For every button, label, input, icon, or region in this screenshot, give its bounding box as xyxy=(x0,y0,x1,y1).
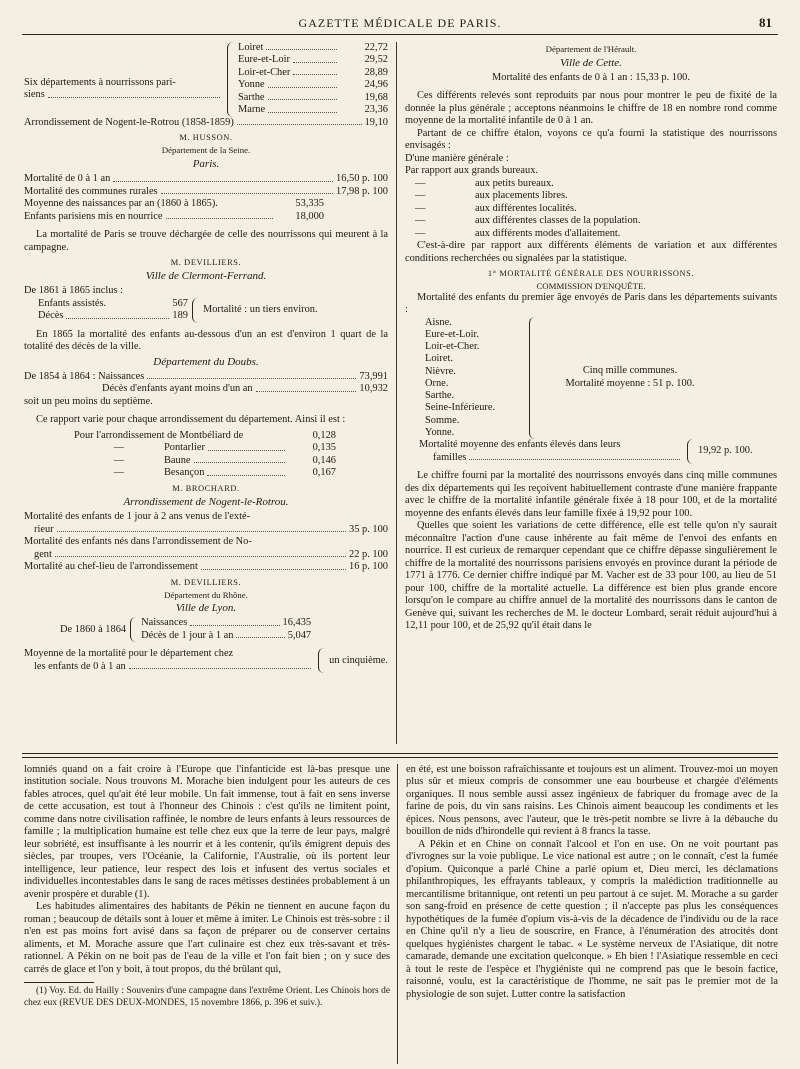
nogent-row-1b: rieur 35 p. 100 xyxy=(34,523,388,535)
footnote-rule xyxy=(24,982,94,983)
general-items: — aux petits bureaux. — aux placements libres. — aux différentes localités. — aux différentes classes de la population. — aux différents modes d'allaitement. xyxy=(415,177,641,239)
clermont-block xyxy=(24,298,388,323)
paris-extra-row: Enfants parisiens mis en nourrice 18,000 xyxy=(24,210,324,222)
doubs-row: De 1854 à 1864 : Naissances 73,991 xyxy=(24,370,388,382)
paris-row: Mortalité de 0 à 1 an 16,50 p. 100 xyxy=(24,173,388,185)
general-line-2: Par rapport aux grands bureaux. xyxy=(405,165,539,177)
section-rule xyxy=(22,753,778,754)
general-line-1: D'une manière générale : xyxy=(405,152,509,164)
paragraph-4: Mortalité des enfants du premier âge envoyés de Paris dans les départements suivants : xyxy=(405,291,777,316)
dept-row: Marne 23,36 xyxy=(238,104,388,116)
right-column xyxy=(405,42,777,744)
bottom-right-column xyxy=(406,764,778,1064)
clermont-assist-label: Enfants assistés. xyxy=(38,297,107,309)
dept-row: Yonne 24,96 xyxy=(238,79,388,91)
signature-devilliers-1: M. DEVILLIERS. xyxy=(170,258,242,268)
bottom-left-paragraph-1: lomniés quand on a fait croire à l'Europe que l'infanticide est là-bas presque une institution sociale. Nous trouvons M. Morache bien indulgent pour les auteurs de ces fables atroces, quel qu'ait été leur mobile. Un fait immense, tout à fait en sens inverse de cette accusation, est tout à l'honneur des Chinois : c'est qu'ils ne limitent point, comme dans notre civilisation raffinée, le nombre de leurs enfants à leurs ressources de famille ; la multiplication humaine est telle chez eux que la terre de leur pays, malgré leur sobriété, est insuffisante à les nourrir et à les contenir, qu'ils émigrent depuis des siècles, par troupes, vers l'Océanie, la Californie, l'Australie, où ils portent leur intelligence, leur patience, leur respect des lois et infusent des vertus sociales et individuelles incontestables dans le sang de races métisses destinées probablement à un avenir prospère et durable (1). xyxy=(24,764,390,900)
six-depts-label-1: Six départements à nourrissons pari- xyxy=(24,76,176,88)
doubs-line: soit un peu moins du septième. xyxy=(24,395,153,407)
families-block: Mortalité moyenne des enfants élevés dans leurs familles 19,92 p. 100. xyxy=(419,439,753,463)
bottom-left-paragraph-2: Les habitudes alimentaires des habitants de Pékin ne tiennent en aucune façon du roman ; beaucoup de détails sont à louer et même à imiter. Le Chinois est très-sobre : il n'en est pas moins fort avisé dans sa façon de préparer ou de conserver certains aliments, et M. Morache assure que l'art culinaire est chez eux très-savant et très-rationnel. A Pékin on ne boit pas de l'eau de la ville et l'on fait bien ; on y suce des carrés de glace et l'on y boit, à tout propos, du thé brûlant qui, xyxy=(24,901,390,975)
masthead-title: GAZETTE MÉDICALE DE PARIS. xyxy=(298,16,502,30)
seine-department: Département de la Seine. xyxy=(161,145,251,156)
bottom-column-divider xyxy=(397,764,398,1064)
clermont-note: Mortalité : un tiers environ. xyxy=(203,304,318,316)
signature-brochard: M. BROCHARD. xyxy=(172,483,240,493)
cinq-mille: Cinq mille communes. xyxy=(582,365,678,377)
bottom-right-paragraph-1: en été, est une boisson rafraîchissante et toujours est un aliment. Trouvez-moi un moyen plus sûr et mieux compris de consommer une eau bourbeuse et chargée d'éléments organiques. Il nous semble aussi assez ingénieux de fabriquer du fromage avec de la farine de pois, du vin sans raisins. Les Chinois aiment beaucoup les condiments et les épices. Nous pensons, avec l'auteur, que le très-petit nombre se livre à la débauche du bouillon de nids d'hirondelle qui revient à 8 francs la tasse. xyxy=(406,764,778,838)
paragraph-5: Le chiffre fourni par la mortalité des nourrissons envoyés dans cinq mille communes des dix départements qui les reçoivent habituellement contraste d'une manière frappante avec le chiffre de la mortalité infantile générale fixée à 18 pour 100, et de la mortalité moyenne des enfants élevés dans leur famille fixée à 19,92 pour 100. xyxy=(405,470,777,519)
nogent-row-2a: Mortalité des enfants nés dans l'arrondissement de No- xyxy=(24,536,252,548)
nogent-line: Arrondissement de Nogent-le-Rotrou (1858-1859) 19,10 xyxy=(24,116,388,128)
left-column xyxy=(24,42,388,744)
dept-row: Loiret 22,72 xyxy=(238,42,388,53)
section-title: 1° MORTALITÉ GÉNÉRALE DES NOURRISSONS. xyxy=(487,269,695,278)
clermont-deces-value: 189 xyxy=(172,310,188,322)
clermont-assist-value: 567 xyxy=(172,297,188,309)
bottom-left-column xyxy=(24,764,390,1064)
paragraph-1: Ces différents relevés sont reproduits par nous pour montrer le peu de fixité de la donnée la plus générale ; acceptons néanmoins le chiffre de 18 en nombre rond comme moyenne de la mortalité infantile de 0 à 1 an. xyxy=(405,90,777,127)
paragraph-3: C'est-à-dire par rapport aux différents éléments de variation et aux différentes conditions recherchées ou signalées par la statistique. xyxy=(405,240,777,264)
lyon-moyenne: Moyenne de la mortalité pour le département chez les enfants de 0 à 1 an un cinquième. xyxy=(24,648,388,672)
bottom-right-paragraph-2: A Pékin et en Chine on connaît l'alcool et l'on en use. On ne voit pourtant pas d'ivrognes sur la voie publique. Le vice national est autre ; on le connaît, c'est la fumée d'opium. Quiconque a parlé Chine a parlé opium et, Dieu merci, les déclamations philanthropiques, les effrayants tableaux, y compris la malédiction traditionnelle au mercantilisme britannique, ont retenti un peu partout à ce sujet. M. Morache a su garder son sang-froid en présence de cette question ; il n'accepte pas plus les conséquences hypothétiques de la fumée d'opium vis-à-vis de la décadence de l'individu ou de la race en Chine qu'il n'y a lieu de souscrire, en France, à l'énumération des atrocités dont quelques hygiénistes chargent le tabac. « Le système nerveux de l'Asiatique, dit notre camarade, demande une excitation quelconque. » Eh bien ! l'Asiatique ressemble en ceci à tout le reste de l'espèce et l'hygiéniste qui ne comprend pas que le besoin factice, raisonné, voulu, est la caractéristique de l'homme, ne sait pas le premier mot de la physiologie de son sujet. Lutter contre la satisfaction xyxy=(406,838,778,1000)
cette-heading: Ville de Cette. xyxy=(560,56,622,69)
departments-list: Aisne. Eure-et-Loir. Loir-et-Cher. Loiret. Nièvre. Orne. Sarthe. Seine-Inférieure. Somme. Yonne. Cinq mille communes. Mortalité moyenne : 51 p. 100. xyxy=(405,317,777,440)
paris-heading: Paris. xyxy=(192,158,220,171)
page-number: 81 xyxy=(759,15,772,30)
nogent-heading: Arrondissement de Nogent-le-Rotrou. xyxy=(123,495,289,508)
paris-paragraph: La mortalité de Paris se trouve déchargée de celle des nourrissons qui meurent à la campagne. xyxy=(24,229,388,253)
doubs-arrondissements: Pour l'arrondissement de Montbéliard de 0,128 — Pontarlier 0,135 — Baune 0,146 — Besançon 0,167 xyxy=(74,429,336,479)
nogent-row-2b: gent 22 p. 100 xyxy=(34,548,388,560)
lyon-block: De 1860 à 1864 Naissances 16,435 Décès de 1 jour à 1 an 5,047 xyxy=(60,617,312,641)
dept-row: Loir-et-Cher 28,89 xyxy=(238,66,388,78)
six-depts-label-2: siens xyxy=(24,89,45,101)
lyon-heading: Ville de Lyon. xyxy=(175,602,237,615)
paragraph-2: Partant de ce chiffre étalon, voyons ce qu'a fourni la statistique des nourrissons envisagés : xyxy=(405,127,777,152)
cette-line: Mortalité des enfants de 0 à 1 an : 15,33 p. 100. xyxy=(492,71,690,83)
rhone-department: Département du Rhône. xyxy=(164,589,248,600)
section-rule-thin xyxy=(22,757,778,758)
dept-row: Eure-et-Loir 29,52 xyxy=(238,54,388,66)
doubs-row: Décès d'enfants ayant moins d'un an 10,932 xyxy=(102,383,388,395)
signature-devilliers-2: M. DEVILLIERS. xyxy=(170,577,242,587)
doubs-heading: Département du Doubs. xyxy=(153,355,259,368)
lyon-period: De 1860 à 1864 xyxy=(60,623,127,635)
clermont-heading: Ville de Clermont-Ferrand. xyxy=(145,270,267,283)
commission-label: COMMISSION D'ENQUÊTE. xyxy=(536,281,646,292)
paris-extra-row: Moyenne des naissances par an (1860 à 1865). 53,335 xyxy=(24,198,324,210)
clermont-paragraph: En 1865 la mortalité des enfants au-dessous d'un an est d'environ 1 quart de la totalité des décès de la ville. xyxy=(24,328,388,353)
clermont-deces-label: Décès xyxy=(38,310,64,322)
nogent-row-3: Mortalité au chef-lieu de l'arrondissement 16 p. 100 xyxy=(24,561,388,573)
signature-husson: M. HUSSON. xyxy=(179,133,233,143)
column-divider xyxy=(396,42,397,744)
paragraph-6: Quelles que soient les variations de cette différence, elle est telle qu'on n'y saurait méconnaître l'action d'une cause inhérente au fait même de l'envoi des enfants en nourrice. Il est curieux de remarquer cependant que ce chiffre dépasse singulièrement le chiffre de la mortalité des nourrissons parisiens envoyés en province durant la période de 1771 à 1776. Ce dernier chiffre indiqué par M. Vacher est de 33 pour 100, au lieu de 51 pour 100, chiffre de la mortalité actuelle. La différence est bien plus grande encore lorsqu'on le compare au chiffre annuel de la mortalité des nourrissons dans le canton de Genève qui, suivant les recherches de M. le docteur Lombard, serait réduit aujourd'hui à 12,11 pour 100, et de 25,92 qu'il était dans le xyxy=(405,520,777,632)
paris-row: Mortalité des communes rurales 17,98 p. 100 xyxy=(24,185,388,197)
dept-row: Sarthe 19,68 xyxy=(238,91,388,103)
masthead xyxy=(22,14,778,35)
nogent-row-1a: Mortalité des enfants de 1 jour à 2 ans venus de l'exté- xyxy=(24,511,251,523)
herault-department: Département de l'Hérault. xyxy=(545,44,637,54)
clermont-period: De 1861 à 1865 inclus : xyxy=(24,285,123,297)
mortalite-moyenne: Mortalité moyenne : 51 p. 100. xyxy=(565,377,695,389)
six-departments-block xyxy=(24,42,388,117)
doubs-paragraph: Ce rapport varie pour chaque arrondissement du département. Ainsi il est : xyxy=(36,414,346,426)
footnote: (1) Voy. Ed. du Hailly : Souvenirs d'une campagne dans l'extrême Orient. Les Chinois hors de chez eux (REVUE DES DEUX-MONDES, 15 novembre 1866, p. 396 et suiv.). xyxy=(24,986,390,1008)
